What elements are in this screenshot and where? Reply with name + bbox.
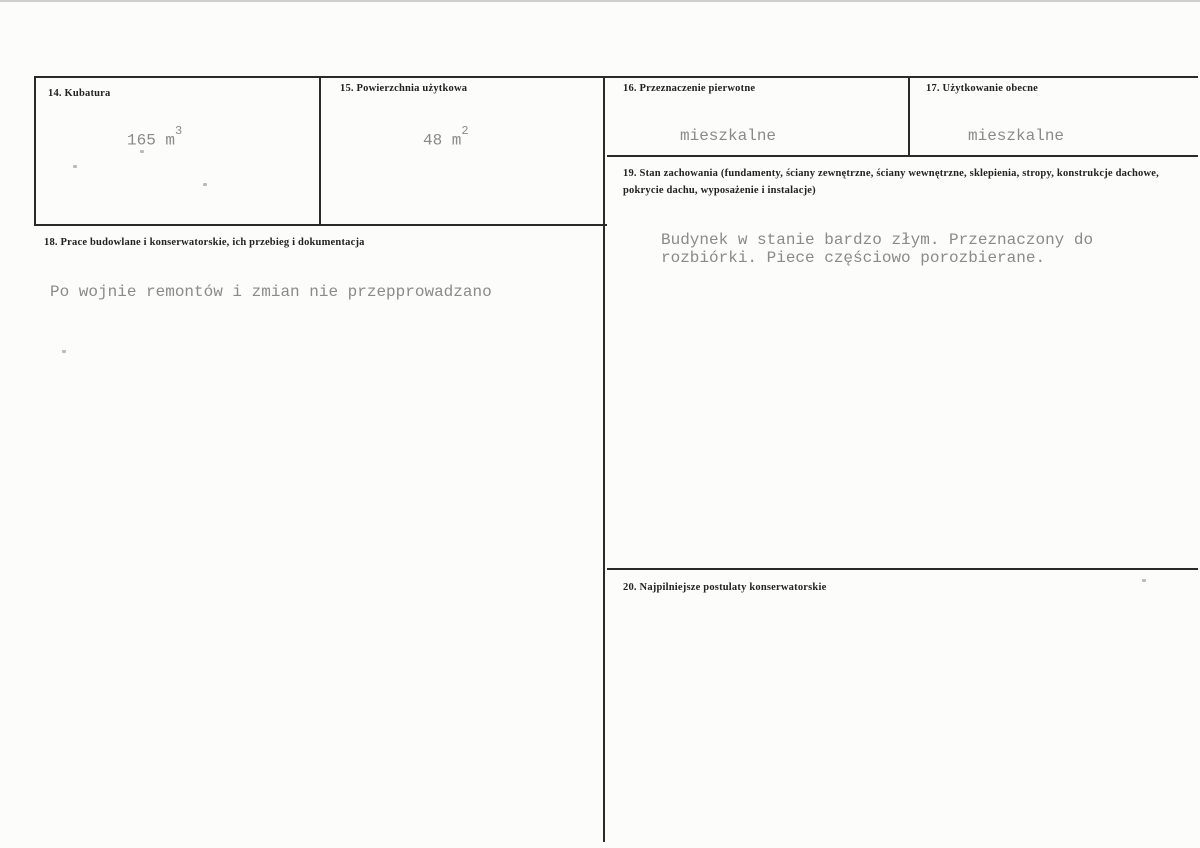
scan-speck <box>203 183 207 186</box>
field-14-value <box>127 126 182 149</box>
field-17-label: 17. Użytkowanie obecne <box>926 83 1039 94</box>
field-19-label: 19. Stan zachowania (fundamenty, ściany zewnętrzne, ściany wewnętrzne, sklepienia, stropy, konstrukcje dachowe, pokrycie dachu, wyposażenie i instalacje) <box>623 168 1159 196</box>
grid-line-col4 <box>908 76 910 156</box>
field-16-value: mieszkalne <box>680 127 777 145</box>
grid-line-top <box>35 76 1198 78</box>
scan-speck <box>62 350 66 353</box>
field-17-value: mieszkalne <box>968 127 1065 145</box>
field-20-label: 20. Najpilniejsze postulaty konserwatorskie <box>623 582 827 593</box>
field-16-label: 16. Przeznaczenie pierwotne <box>623 83 756 94</box>
grid-line-right-row3 <box>607 568 1198 570</box>
field-15-exponent: 2 <box>461 124 469 138</box>
field-15-number: 48 m <box>423 131 462 150</box>
field-19-value: Budynek w stanie bardzo złym. Przeznaczony do rozbiórki. Piece częściowo porozbierane. <box>661 231 1094 267</box>
field-15-label: 15. Powierzchnia użytkowa <box>340 83 468 94</box>
field-18-label: 18. Prace budowlane i konserwatorskie, ich przebieg i dokumentacja <box>44 237 365 248</box>
scan-speck <box>1142 579 1146 582</box>
grid-line-right-row2 <box>607 155 1198 157</box>
field-18-value: Po wojnie remontów i zmian nie przepprowadzano <box>50 283 492 301</box>
field-14-number: 165 m <box>127 131 176 150</box>
grid-line-left <box>34 76 36 226</box>
scan-speck <box>73 165 77 168</box>
scan-speck <box>140 150 144 153</box>
field-15-value <box>423 126 469 149</box>
grid-line-row2 <box>35 224 607 226</box>
field-14-label: 14. Kubatura <box>48 88 111 99</box>
grid-line-middle <box>603 76 605 842</box>
field-14-exponent: 3 <box>175 124 183 138</box>
grid-line-col2 <box>319 76 321 226</box>
